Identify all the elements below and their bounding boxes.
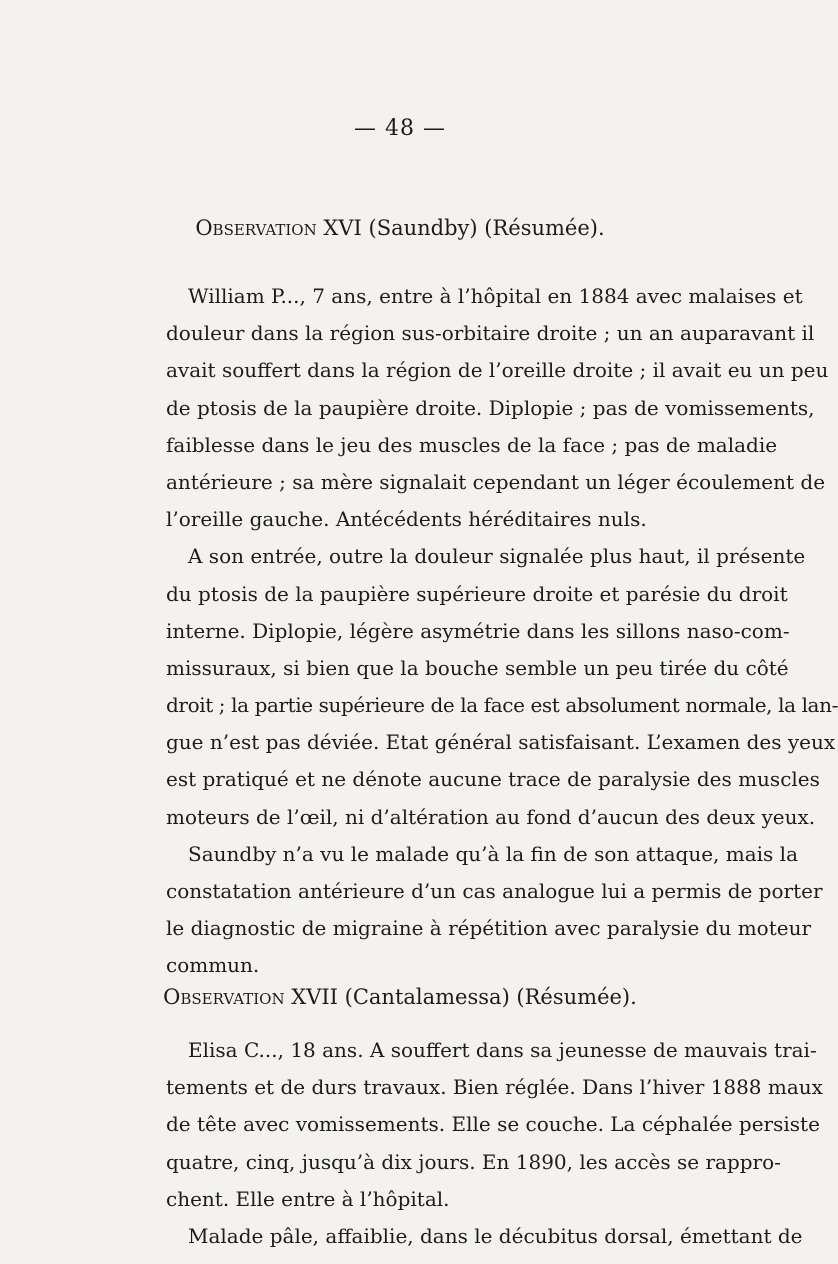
text-line: Malade pâle, affaiblie, dans le décubitus dorsal, émettant de (188, 1223, 803, 1248)
observation-body (166, 278, 838, 985)
text-line: moteurs de l’œil, ni d’altération au fond d’aucun des deux yeux. (166, 804, 816, 829)
text-line: missuraux, si bien que la bouche semble un peu tirée du côté (166, 655, 789, 680)
text-line: de tête avec vomissements. Elle se couche. La céphalée persiste (166, 1112, 820, 1137)
text-line: tements et de durs travaux. Bien réglée. Dans l’hiver 1888 maux (166, 1075, 823, 1100)
text-line: droit ; la partie supérieure de la face est absolument normale, la lan- (166, 693, 838, 718)
text-line: William P..., 7 ans, entre à l’hôpital en 1884 avec malaises et (188, 284, 803, 308)
text-line: avait souffert dans la région de l’oreille droite ; il avait eu un peu (166, 358, 829, 383)
text-line: antérieure ; sa mère signalait cependant un léger écoulement de (166, 469, 826, 494)
text-line: gue n’est pas déviée. Etat général satisfaisant. L’examen des yeux (166, 730, 836, 755)
text-line: Elisa C..., 18 ans. A souffert dans sa jeunesse de mauvais trai- (188, 1038, 817, 1062)
text-line: du ptosis de la paupière supérieure droite et parésie du droit (166, 581, 788, 606)
text-line: l’oreille gauche. Antécédents héréditaires nuls. (166, 507, 647, 532)
heading-title: XVI (Saundby) (Résumée). (323, 216, 605, 240)
page-number: — 48 — (354, 116, 446, 141)
text-line: commun. (166, 953, 260, 978)
text-line: chent. Elle entre à l’hôpital. (166, 1186, 450, 1211)
text-line: douleur dans la région sus-orbitaire droite ; un an auparavant il (166, 321, 815, 346)
observation-heading (0, 216, 800, 240)
heading-label: Observation (163, 985, 285, 1009)
text-line: est pratiqué et ne dénote aucune trace de paralysie des muscles (166, 767, 820, 792)
text-line: de ptosis de la paupière droite. Diplopie ; pas de vomissements, (166, 395, 815, 420)
heading-title: XVII (Cantalamessa) (Résumée). (291, 985, 637, 1009)
text-line: faiblesse dans le jeu des muscles de la face ; pas de maladie (166, 432, 778, 457)
text-line: Saundby n’a vu le malade qu’à la fin de son attaque, mais la (188, 841, 798, 866)
text-line: constatation antérieure d’un cas analogue lui a permis de porter (166, 879, 823, 903)
text-line: le diagnostic de migraine à répétition avec paralysie du moteur (166, 916, 812, 941)
text-line: quatre, cinq, jusqu’à dix jours. En 1890, les accès se rappro- (166, 1149, 781, 1174)
text-line: A son entrée, outre la douleur signalée plus haut, il présente (188, 544, 806, 569)
heading-label: Observation (195, 216, 317, 240)
observation-heading (0, 985, 800, 1009)
text-line: interne. Diplopie, légère asymétrie dans les sillons naso-com- (166, 618, 790, 643)
observation-body (166, 1032, 823, 1255)
